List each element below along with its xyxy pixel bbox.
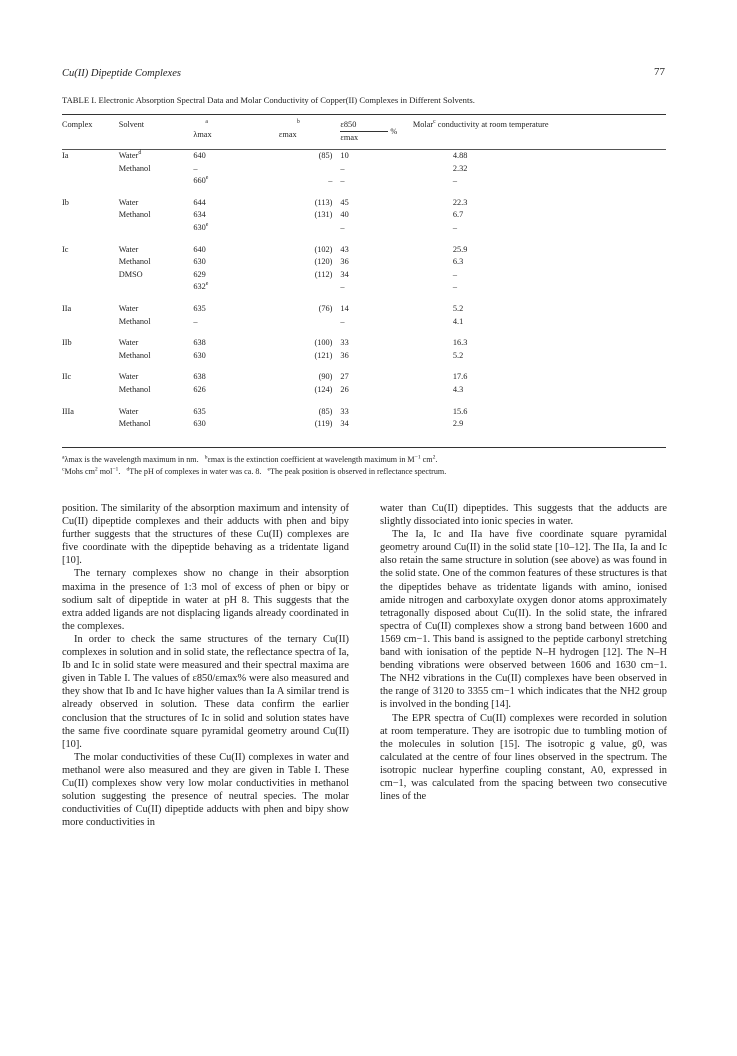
page-number: 77 [654,66,665,78]
cell-complex: IIb [62,338,72,348]
cell-ratio: 36 [340,350,349,360]
col-eps-header [279,120,341,143]
cell-conductivity: – [452,176,458,186]
group-spacer [62,362,666,371]
cell-lambda: 640 [193,244,206,254]
cell-complex [62,256,119,269]
table-row [62,175,666,188]
cell-solvent: DMSO [118,269,143,279]
cell-ratio: 34 [340,419,349,429]
col-complex-header: Complex [62,120,93,129]
cell-conductivity: 4.3 [452,384,464,394]
cell-solvent: Methanol [118,350,151,360]
table-body [62,150,666,431]
table-row [62,316,666,329]
cell-lambda: – [193,316,198,326]
table-row [62,150,666,163]
col-lambda-header [193,120,279,143]
table-row [62,350,666,363]
cell-solvent: Methanol [118,210,151,220]
cell-ratio: 33 [340,338,349,348]
cell-conductivity: 16.3 [452,338,468,348]
cell-eps: (102) [314,244,333,254]
cell-eps: (121) [314,350,333,360]
group-spacer [62,235,666,244]
table-bottom-rule [62,447,666,448]
cell-complex [62,281,119,294]
cell-conductivity: 22.3 [452,197,468,207]
cell-ratio: 14 [340,303,349,313]
cell-ratio: 34 [340,269,349,279]
table-caption: TABLE I. Electronic Absorption Spectral Data and Molar Conductivity of Copper(II) Complexes in Different Solvents. [62,95,475,105]
paragraph: The EPR spectra of Cu(II) complexes were recorded in solution at room temperature. They are isotropic due to tumbling motion of the molecules in solution [15]. The isotropic g value, g0, was calculated at the centre of four lines observed in the spectrum. The isotropic nuclear hyperfine coupling constant, A0, expressed in cm−1, was calculated from the spacing between two consecutive lines of the [380,712,667,803]
cell-ratio: – [340,282,345,292]
cell-complex [62,418,119,431]
cell-solvent: Methanol [118,163,151,173]
paragraph: water than Cu(II) dipeptides. This suggests that the adducts are slightly dissociated into ionic species in water. [380,503,667,528]
cell-conductivity: 4.1 [452,316,464,326]
cell-lambda: 635 [193,303,206,313]
cell-solvent: Water [118,303,139,313]
cond-pre: Molar [412,120,434,129]
cell-solvent: Methanol [118,384,151,394]
group-spacer [62,294,666,303]
cell-conductivity: 2.32 [452,163,468,173]
table-row [62,244,666,257]
cell-complex: Ic [62,244,69,254]
cell-eps [279,222,341,235]
cell-lambda: 626 [193,384,206,394]
cell-eps: (85) [318,406,333,416]
cell-complex [62,222,119,235]
group-spacer [62,328,666,337]
cell-ratio: 33 [340,406,349,416]
table-top-rule [62,114,666,115]
right-column-text [380,502,667,803]
cell-eps: (120) [314,257,333,267]
cell-ratio: 26 [340,384,349,394]
table-row [62,256,666,269]
cell-solvent: Water [118,197,139,207]
cell-ratio: – [340,316,345,326]
ratio-denominator: εmax [340,133,359,142]
cell-lambda: 630 [193,257,206,267]
paragraph: The molar conductivities of these Cu(II) complexes in water and methanol were also measured and they are given in Table I. These Cu(II) complexes show very low molar conductivities in methanol solution suggesting the presence of neutral species. The molar conductivities of Cu(II) dipeptide adducts with phen and bipy show more conductivities in [62,751,349,829]
cell-lambda: 660e [193,175,209,186]
cell-complex: IIIa [62,406,74,416]
cell-eps: (119) [314,419,333,429]
lambda-sup: a [205,119,208,126]
cell-lambda: 644 [193,197,206,207]
eps-label: εmax [278,130,297,139]
cell-solvent [119,222,194,235]
cell-solvent: Methanol [118,419,151,429]
cell-ratio: 27 [340,372,349,382]
cell-lambda: – [193,163,198,173]
cell-conductivity: 6.7 [452,210,464,220]
cell-solvent: Water$^d$ [118,150,142,160]
cell-complex [62,269,119,282]
cell-conductivity: 5.2 [452,350,464,360]
cond-sup: c [433,119,436,126]
col-conductivity-header [413,120,666,143]
cell-conductivity: 5.2 [452,303,464,313]
cell-conductivity: – [452,282,458,292]
footnote-line-1: $^a$λmax is the wavelength maximum in nm. $^b$εmax is the extinction coefficient at wavelength maximum in $M^{-1}$ $cm^2$. [62,454,438,464]
cell-eps: (100) [314,338,333,348]
eps-sup: b [296,119,300,126]
table-row [62,418,666,431]
table-row [62,222,666,235]
col-solvent-header: Solvent [118,120,145,129]
cell-solvent: Methanol [118,316,151,326]
table-row [62,384,666,397]
cell-eps: (85) [318,151,333,160]
cell-complex [62,350,119,363]
left-column-text [62,502,349,829]
table-footnotes [62,454,666,477]
data-table [62,120,666,431]
cell-eps: – [328,176,333,186]
cell-ratio: 36 [340,257,349,267]
cell-complex: Ia [62,151,69,160]
cell-eps: (76) [318,303,333,313]
cell-lambda: 634 [193,210,206,220]
paragraph: The ternary complexes show no change in their absorption maxima in the presence of 1:3 mol of excess of phen or bipy or sodium salt of dipeptide in water at pH 8. This suggests that the extra added ligands are not displacing ligands already coordinated in the complexes. [62,568,349,632]
table-header-row [62,120,666,143]
cell-ratio: – [340,222,345,232]
cell-solvent: Methanol [118,257,151,267]
cell-complex [62,175,119,188]
table-row [62,371,666,384]
cell-solvent: Water [118,338,139,348]
group-spacer [62,397,666,406]
cell-lambda: 632e [193,281,209,292]
cell-solvent: Water [118,406,139,416]
cell-lambda: 638 [193,338,206,348]
table-row [62,197,666,210]
cell-conductivity: – [452,222,458,232]
ratio-fraction-bar [340,131,388,132]
cell-eps [279,281,341,294]
cell-ratio: 10 [340,151,349,160]
ratio-numerator: ε850 [340,120,357,129]
table-row [62,209,666,222]
cell-eps: (90) [318,372,333,382]
cell-complex [62,163,119,176]
cell-complex: IIa [62,303,72,313]
cell-eps: (124) [314,384,333,394]
cell-eps: (131) [314,210,333,220]
ratio-percent: % [390,127,398,136]
paragraph: In order to check the same structures of the ternary Cu(II) complexes in solution and in solid state, the reflectance spectra of Ia, Ib and Ic in solid state were measured and their spectral maxima are given in Table I. The values of ε850/εmax% were also measured and they show that Ib and Ic have higher values than Ia A similar trend is already observed in solution. These data confirm the earlier conclusion that the structures of Ic in solid and solution states have the same five coordinate square pyramidal geometry around Cu(II) [10]. [62,633,349,750]
cell-complex: Ib [62,197,69,207]
cell-solvent [119,175,194,188]
table-row [62,281,666,294]
cell-solvent: Water [118,372,139,382]
table-row [62,303,666,316]
table-row [62,269,666,282]
cell-lambda: 630e [193,222,209,232]
cell-ratio: 40 [340,210,349,220]
table-row [62,163,666,176]
cell-lambda: 635 [193,406,206,416]
cond-post: conductivity at room temperature [435,120,549,129]
cell-conductivity: 4.88 [452,151,468,160]
cell-eps [279,163,341,176]
cell-eps: (113) [314,197,333,207]
cell-conductivity: 6.3 [452,257,464,267]
cell-conductivity: 2.9 [452,419,464,429]
cell-ratio: 43 [340,244,349,254]
cell-lambda: 629 [193,269,206,279]
cell-solvent [119,281,194,294]
table-row [62,337,666,350]
group-spacer [62,188,666,197]
lambda-label: λmax [193,130,212,139]
cell-ratio: 45 [340,197,349,207]
cell-lambda: 630 [193,350,206,360]
running-title: Cu(II) Dipeptide Complexes [62,68,181,79]
table-row [62,406,666,419]
cell-conductivity: – [452,269,458,279]
cell-eps [279,316,341,329]
cell-complex: IIc [62,372,72,382]
cell-complex [62,209,119,222]
paragraph: The Ia, Ic and IIa have five coordinate square pyramidal geometry around Cu(II) in the solid state [10–12]. The IIa, Ia and Ic also retain the same structure in solution (see above) as was found in the solid state. One of the common features of these structures is that the dipeptides behave as tridentate ligands with amino, ionised amide nitrogen and carboxylate oxygen donor atoms approximately tetragonally disposed about Cu(II). In the solid state, the infrared spectra of Cu(II) complexes show a strong band between 1600 and 1569 cm−1. This band is assigned to the peptide carbonyl stretching band with ionisation of the peptide N–H hydrogen [12]. The N–H bending vibrations were observed between 1606 and 1630 cm−1. The NH2 vibrations in the Cu(II) complexes have been observed in the range of 3120 to 3355 cm−1 which indicates that the NH2 group is involved in the bonding [14]. [380,529,667,711]
cell-eps: (112) [314,269,333,279]
paragraph: position. The similarity of the absorption maximum and intensity of Cu(II) dipeptide complexes and their adducts with phen and bipy further suggests that the structures of these Cu(II) complexes are five coordinate with the dipeptide behaving as a tridentate ligand [10]. [62,503,349,567]
cell-conductivity: 15.6 [452,406,468,416]
cell-lambda: 638 [193,372,206,382]
cell-conductivity: 17.6 [452,372,468,382]
cell-solvent: Water [118,244,139,254]
cell-conductivity: 25.9 [452,244,468,254]
cell-lambda: 630 [193,419,206,429]
footnote-line-2: $^c$Mohs $cm^2$ mol$^{-1}$. $^d$The pH of complexes in water was ca. 8. $^e$The peak position is observed in reflectance spectrum. [62,465,447,476]
cell-ratio: – [340,163,345,173]
cell-ratio: – [340,176,345,186]
cell-complex [62,316,119,329]
cell-lambda: 640 [193,151,206,160]
cell-complex [62,384,119,397]
col-ratio-header [340,120,412,143]
